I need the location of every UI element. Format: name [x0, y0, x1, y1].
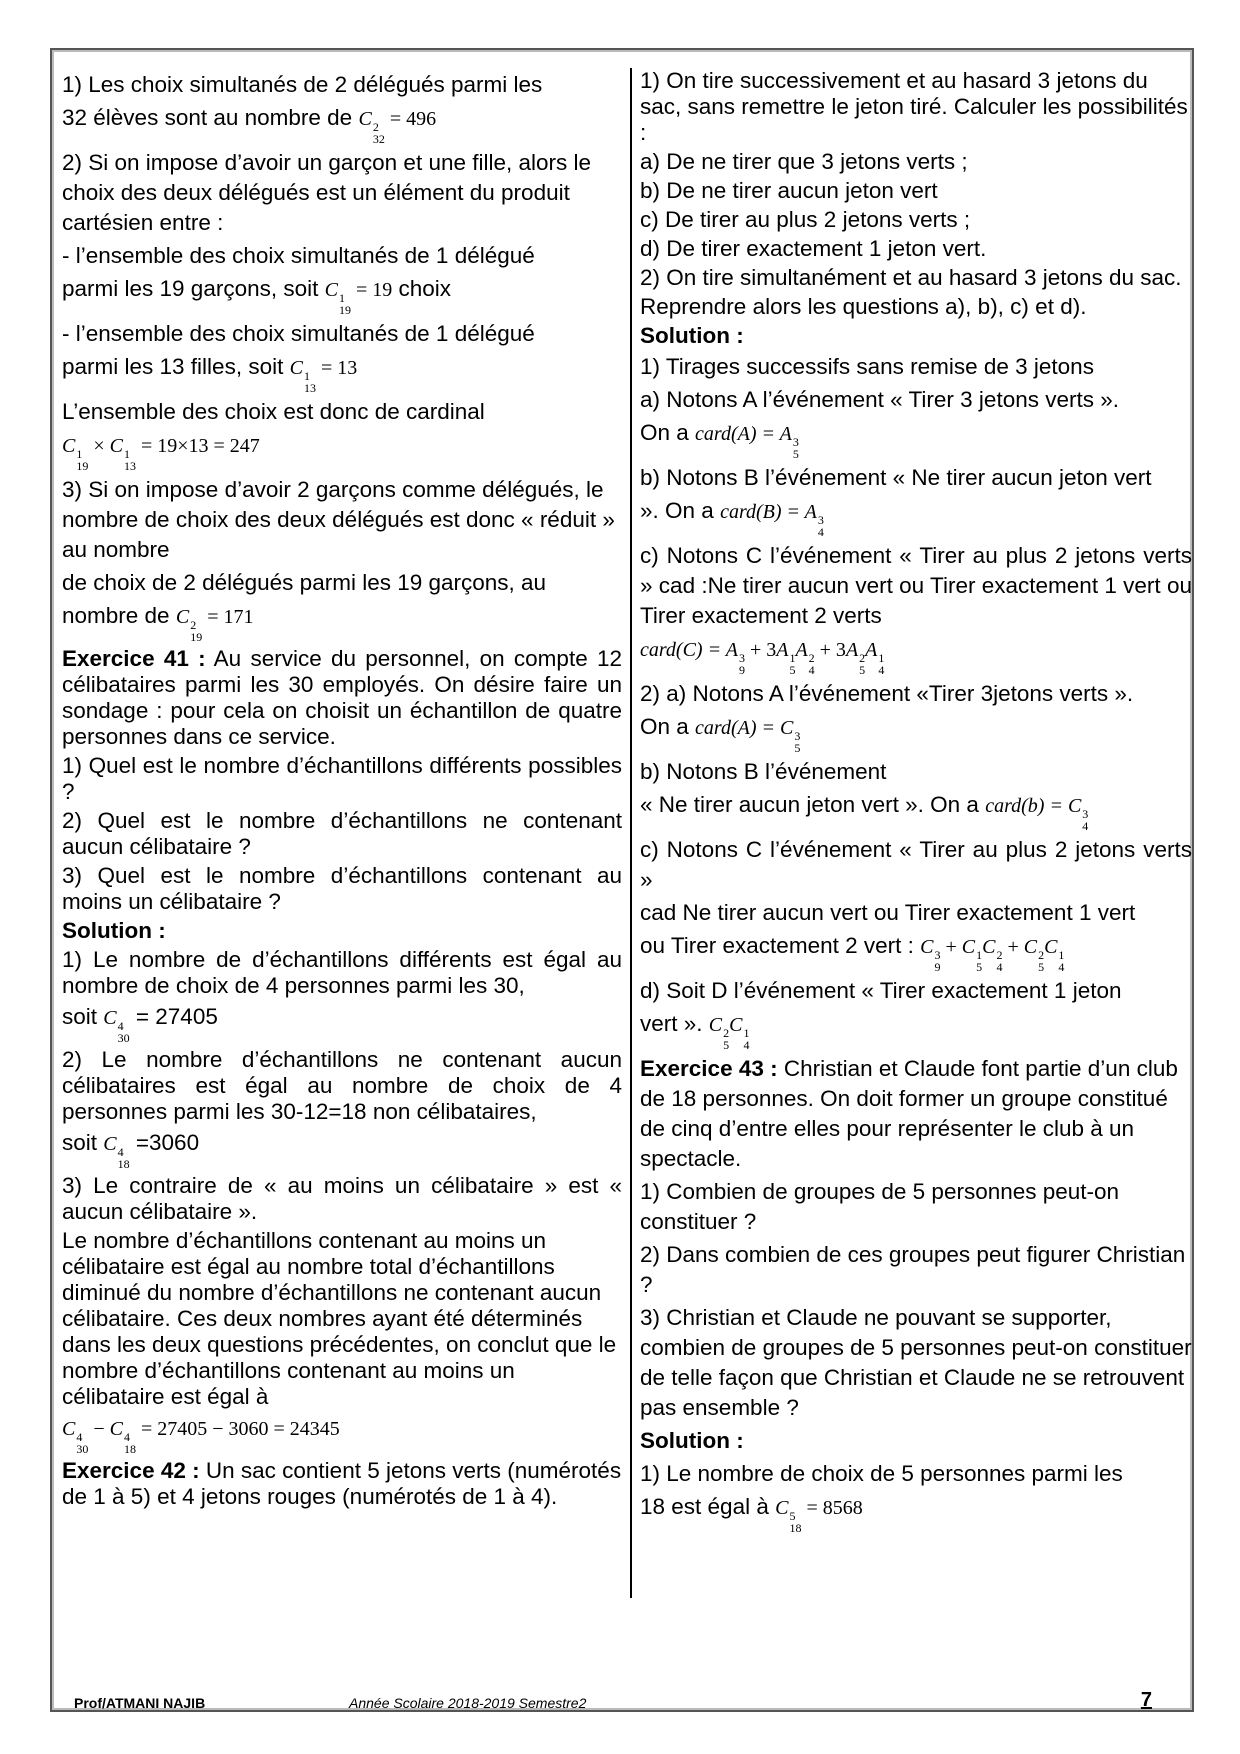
page-number: 7 — [1140, 1689, 1152, 1711]
text-line: c) Notons C l’événement « Tirer au plus 2 jetons verts » — [640, 837, 1192, 892]
right-column — [630, 68, 1192, 1598]
text-line: parmi les 13 filles, soit C 1 13 = 13 — [62, 354, 358, 395]
formula-line: « Ne tirer aucun jeton vert ». On a card(b) = C 3 4 — [640, 792, 1089, 833]
question: 1) Combien de groupes de 5 personnes peut-on constituer ? — [640, 1179, 1120, 1234]
question: a) De ne tirer que 3 jetons verts ; — [640, 149, 968, 174]
formula-line: ou Tirer exactement 2 vert : C 3 9 + C 1 5 C 2 4 + C 2 5 C 1 4 — [640, 933, 1065, 974]
question: 3) Quel est le nombre d’échantillons contenant au moins un célibataire ? — [62, 863, 622, 914]
question: 2) Dans combien de ces groupes peut figurer Christian ? — [640, 1242, 1186, 1297]
solution-paragraph: 3) Le contraire de « au moins un célibataire » est « aucun célibataire ». — [62, 1173, 622, 1224]
exercise-41: Exercice 41 : Au service du personnel, on compte 12 célibataires parmi les 30 employés. On désire faire un sondage : pour cela on choisit un échantillon de quatre personnes dans ce service. — [62, 646, 622, 749]
formula-line: C 1 19 × C 1 13 = 19×13 = 247 — [62, 435, 260, 473]
text-paragraph: c) Notons C l’événement « Tirer au plus 2 jetons verts » cad :Ne tirer aucun vert ou Tirer exactement 1 vert ou Tirer exactement 2 verts — [640, 543, 1192, 628]
solution-paragraph: Le nombre d’échantillons contenant au moins un célibataire est égal au nombre total d’échantillons diminué du nombre d’échantillons ne contenant aucun célibataire. Ces deux nombres ayant été déterminés dans les deux questions précédentes, on conclut que le nombre d’échantillons contenant au moins un célibataire est égal à — [62, 1228, 617, 1409]
text-line: parmi les 19 garçons, soit C 1 19 = 19 choix — [62, 276, 452, 317]
text-line: 1) Le nombre de choix de 5 personnes parmi les — [640, 1461, 1123, 1486]
question: c) De tirer au plus 2 jetons verts ; — [640, 207, 971, 232]
formula-line: card(C) = A 3 9 + 3A 1 5 A 2 4 + 3A 2 5 A 1 4 — [640, 639, 885, 677]
text-line: 32 élèves sont au nombre de C 2 32 = 496 — [62, 105, 437, 146]
text-line: - l’ensemble des choix simultanés de 1 délégué — [62, 243, 535, 268]
formula-line: vert ». C 2 5 C 1 4 — [640, 1011, 750, 1052]
question: b) De ne tirer aucun jeton vert — [640, 178, 938, 203]
page-footer — [74, 1689, 1174, 1725]
question: 2) On tire simultanément et au hasard 3 jetons du sac. — [640, 265, 1182, 290]
solution-title: Solution : — [640, 1428, 744, 1453]
text-paragraph: 3) Si on impose d’avoir 2 garçons comme délégués, le nombre de choix des deux délégués est donc « réduit » au nombre — [62, 477, 615, 562]
text-line: 2) a) Notons A l’événement «Tirer 3jetons verts ». — [640, 681, 1134, 706]
solution-title: Solution : — [62, 918, 166, 943]
text-line: b) Notons B l’événement « Ne tirer aucun jeton vert — [640, 465, 1152, 490]
question: d) De tirer exactement 1 jeton vert. — [640, 236, 987, 261]
exercise-42: Exercice 42 : Un sac contient 5 jetons verts (numérotés de 1 à 5) et 4 jetons rouges (numérotés de 1 à 4). — [62, 1458, 622, 1509]
text-line: b) Notons B l’événement — [640, 759, 887, 784]
text-line: 1) Les choix simultanés de 2 délégués parmi les — [62, 72, 543, 97]
left-column — [62, 70, 622, 1513]
school-year: Année Scolaire 2018-2019 Semestre2 — [349, 1695, 587, 1711]
text-line: d) Soit D l’événement « Tirer exactement 1 jeton — [640, 978, 1122, 1003]
text-paragraph: 2) Si on impose d’avoir un garçon et une fille, alors le choix des deux délégués est un élément du produit cartésien entre : — [62, 150, 592, 235]
question: 1) Quel est le nombre d’échantillons différents possibles ? — [62, 753, 622, 804]
text-line: 1) Tirages successifs sans remise de 3 jetons — [640, 354, 1094, 379]
question: 1) On tire successivement et au hasard 3 jetons du sac, sans remettre le jeton tiré. Calculer les possibilités : — [640, 68, 1188, 145]
text-line: L’ensemble des choix est donc de cardinal — [62, 399, 485, 424]
exercise-43: Exercice 43 : Christian et Claude font partie d’un club de 18 personnes. On doit former un groupe constitué de cinq d’entre elles pour représenter le club à un spectacle. — [640, 1056, 1178, 1171]
formula-line: On a card(A) = C 3 5 — [640, 714, 801, 755]
solution-title: Solution : — [640, 323, 744, 348]
text-line: - l’ensemble des choix simultanés de 1 délégué — [62, 321, 535, 346]
solution-paragraph: 2) Le nombre d’échantillons ne contenant aucun célibataires est égal au nombre de choix de 4 personnes parmi les 30-12=18 non célibataires, — [62, 1047, 622, 1124]
author-name: Prof/ATMANI NAJIB — [74, 1695, 206, 1711]
text-line: cad Ne tirer aucun vert ou Tirer exactement 1 vert — [640, 900, 1136, 925]
formula-line: ». On a card(B) = A 3 4 — [640, 498, 824, 539]
formula-line: On a card(A) = A 3 5 — [640, 420, 799, 461]
question: 2) Quel est le nombre d’échantillons ne contenant aucun célibataire ? — [62, 808, 622, 859]
formula-line: soit C 4 18 =3060 — [62, 1130, 200, 1171]
page-frame — [50, 48, 1194, 1712]
text-line: nombre de C 2 19 = 171 — [62, 603, 254, 644]
formula-line: C 4 30 − C 4 18 = 27405 − 3060 = 24345 — [62, 1418, 340, 1456]
formula-line: soit C 4 30 = 27405 — [62, 1004, 218, 1045]
question: Reprendre alors les questions a), b), c) et d). — [640, 294, 1087, 319]
text-line: a) Notons A l’événement « Tirer 3 jetons verts ». — [640, 387, 1119, 412]
formula-line: 18 est égal à C 5 18 = 8568 — [640, 1494, 863, 1535]
text-line: de choix de 2 délégués parmi les 19 garçons, au — [62, 570, 547, 595]
solution-paragraph: 1) Le nombre de d’échantillons différents est égal au nombre de choix de 4 personnes parmi les 30, — [62, 947, 622, 998]
question: 3) Christian et Claude ne pouvant se supporter, combien de groupes de 5 personnes peut-on constituer de telle façon que Christian et Claude ne se retrouvent pas ensemble ? — [640, 1305, 1192, 1420]
